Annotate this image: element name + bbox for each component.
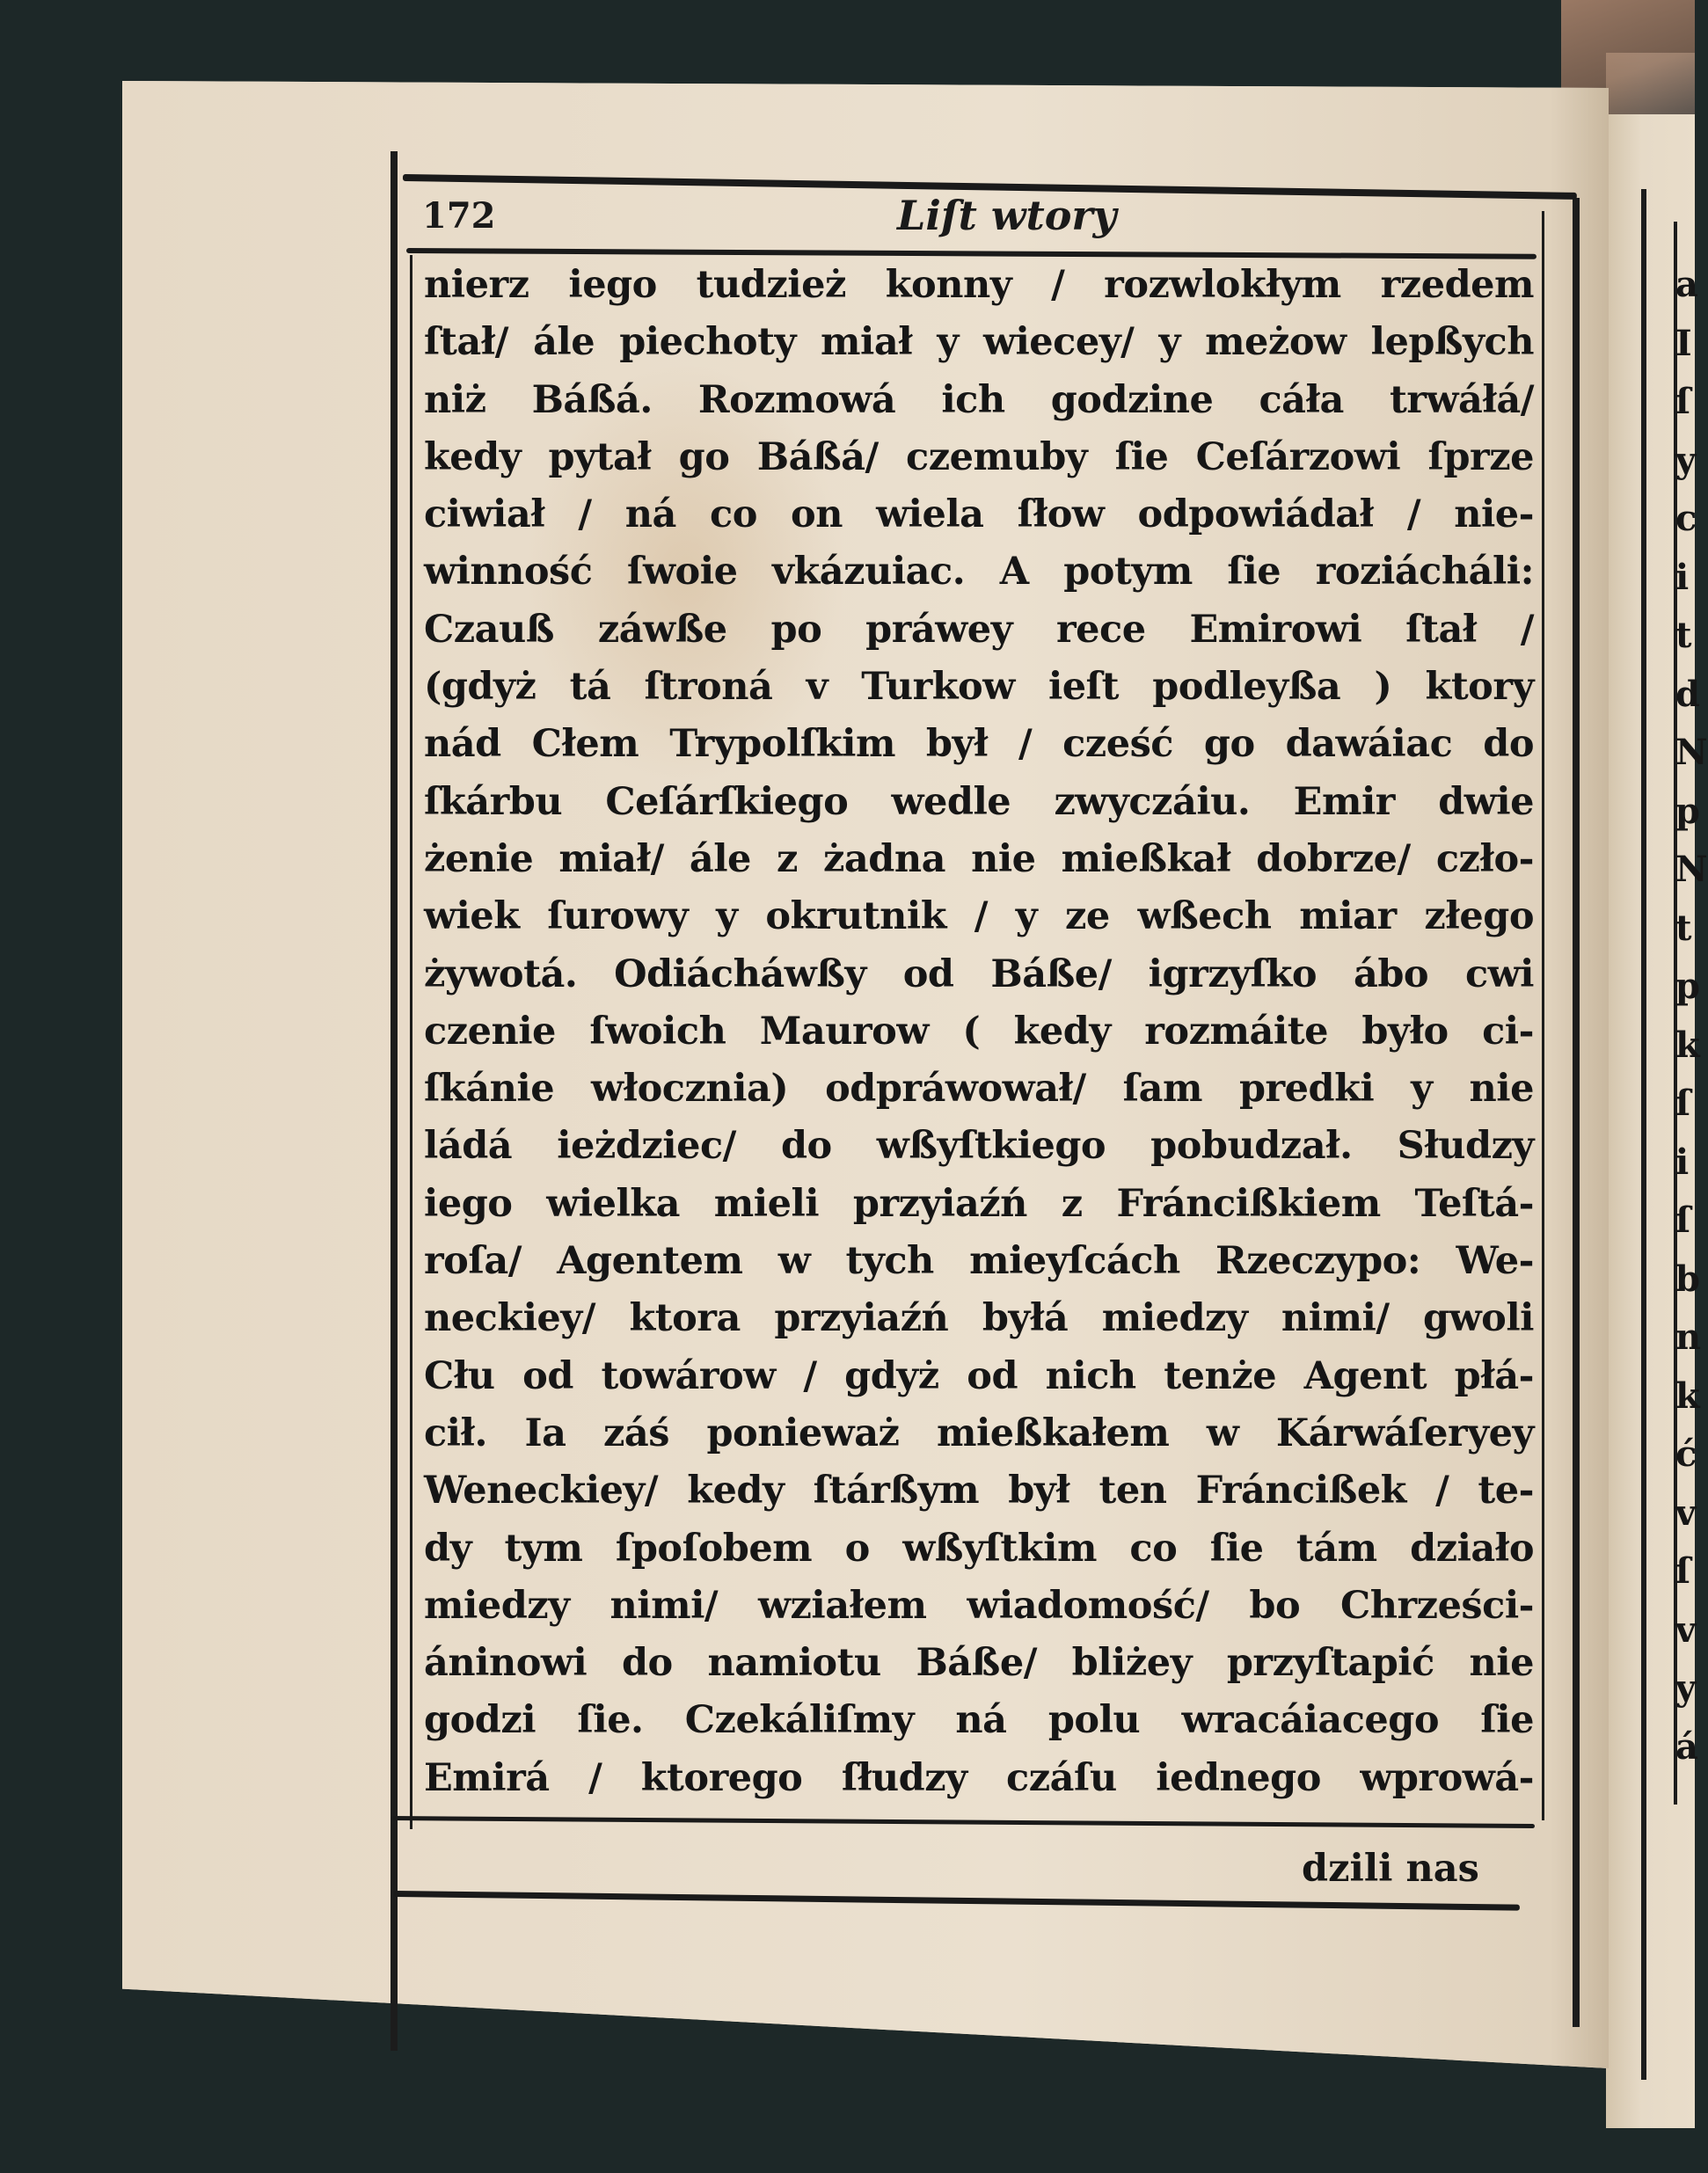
text-line: ládá ieżdziec/ do wßyſtkiego pobudzał. Słudzy — [424, 1124, 1534, 1169]
facing-page-letter: ſ — [1675, 1200, 1691, 1241]
text-line: ſkánie włocznia) odpráwował/ ſam predki y nie — [424, 1067, 1534, 1112]
text-line: Cłu od towárow / gdyż od nich tenże Agent płá- — [424, 1353, 1534, 1398]
facing-page-letter: k — [1675, 1024, 1700, 1066]
facing-page-letter: I — [1675, 322, 1692, 364]
facing-page-letter: d — [1675, 673, 1700, 715]
facing-page-letter: á — [1675, 1725, 1698, 1768]
text-line: Weneckiey/ kedy ſtárßym był ten Fráncißek / te- — [424, 1469, 1534, 1513]
text-line: ſkárbu Ceſárſkiego wedle zwyczáiu. Emir dwie — [424, 779, 1534, 824]
facing-page-letter: ſ — [1675, 1083, 1691, 1124]
facing-page-letter: k — [1675, 1375, 1700, 1417]
facing-page-letter: v — [1675, 1608, 1697, 1651]
right-border-thin — [1542, 211, 1544, 1820]
text-line: Emirá / ktorego ſłudzy czáſu iednego wprowá- — [424, 1755, 1534, 1800]
page-number: 172 — [422, 195, 496, 237]
facing-page-letter: i — [1675, 556, 1690, 598]
facing-page-letter: y — [1675, 439, 1697, 481]
text-line: czenie ſwoich Maurow ( kedy rozmáite było ci- — [424, 1009, 1534, 1054]
facing-page-letter: ſ — [1675, 1550, 1691, 1592]
text-line: nierz iego tudzież konny / rozwlokłym rzedem — [424, 263, 1534, 307]
facing-page-letter: i — [1675, 1141, 1690, 1183]
text-line: iego wielka mieli przyiaźń z Fráncißkiem Teſtá- — [424, 1181, 1534, 1226]
facing-page-letter: ſ — [1675, 381, 1691, 422]
facing-page-letter: t — [1675, 615, 1692, 656]
text-line: ſtał/ ále piechoty miał y wiecey/ y meżow lepßych — [424, 320, 1534, 365]
text-line: ciwiał / ná co on wiela ſłow odpowiádał / nie- — [424, 492, 1534, 537]
text-line: miedzy nimi/ wziałem wiadomość/ bo Chrześci- — [424, 1583, 1534, 1628]
text-line: niż Báßá. Rozmowá ich godzine cáła trwáłá/ — [424, 377, 1534, 422]
facing-page-letter: p — [1675, 966, 1700, 1007]
right-border-thick — [1573, 198, 1580, 2027]
text-line: cił. Ia záś ponieważ mießkałem w Kárwáſeryey — [424, 1411, 1534, 1455]
facing-page-letter: t — [1675, 907, 1692, 949]
text-line: roſa/ Agentem w tych mieyſcách Rzeczypo: We- — [424, 1239, 1534, 1284]
text-line: dy tym ſpoſobem o wßyſtkim co ſie tám działo — [424, 1526, 1534, 1571]
left-border-thick — [391, 151, 398, 2051]
facing-page-letter: y — [1675, 1667, 1697, 1709]
facing-page-letter: c — [1675, 498, 1697, 539]
facing-page-letter: N — [1675, 732, 1708, 773]
catchword: dzili nas — [1302, 1847, 1479, 1891]
text-line: (gdyż tá ſtroná v Turkow ieſt podleyßa ) ktory — [424, 665, 1534, 710]
facing-border-outer — [1641, 189, 1646, 2080]
facing-page-letter: a — [1675, 264, 1698, 305]
facing-page-letter: n — [1675, 1316, 1702, 1358]
facing-page-letter: b — [1675, 1258, 1700, 1300]
text-line: Czauß záwße po práwey rece Emirowi ſtał / — [424, 607, 1534, 652]
text-line: nád Cłem Trypolſkim był / cześć go dawáiac do — [424, 722, 1534, 767]
running-title: Liſt wtory — [897, 192, 1117, 239]
text-line: kedy pytał go Báßá/ czemuby ſie Ceſárzowi ſprze — [424, 434, 1534, 479]
text-line: áninowi do namiotu Báße/ bliżey przyſtapić nie — [424, 1641, 1534, 1686]
text-block — [424, 257, 1534, 1807]
facing-page-letter: N — [1675, 849, 1708, 890]
facing-page-letter: ć — [1675, 1433, 1697, 1475]
facing-page-letter: p — [1675, 790, 1700, 832]
text-line: żenie miał/ ále z żadna nie mießkał dobrze/ czło- — [424, 836, 1534, 881]
text-line: neckiey/ ktora przyiaźń byłá miedzy nimi/ gwoli — [424, 1296, 1534, 1341]
page-header — [422, 192, 1530, 248]
text-line: wiek ſurowy y okrutnik / y ze wßech miar złego — [424, 894, 1534, 939]
text-line: winność ſwoie vkázuiac. A potym ſie roziácháli: — [424, 550, 1534, 594]
facing-page-letter: v — [1675, 1491, 1697, 1534]
left-border-thin — [410, 255, 412, 1829]
text-line: godzi ſie. Czekáliſmy ná polu wracáiacego ſie — [424, 1698, 1534, 1743]
text-line: żywotá. Odiácháwßy od Báße/ igrzyſko ábo cwi — [424, 952, 1534, 996]
